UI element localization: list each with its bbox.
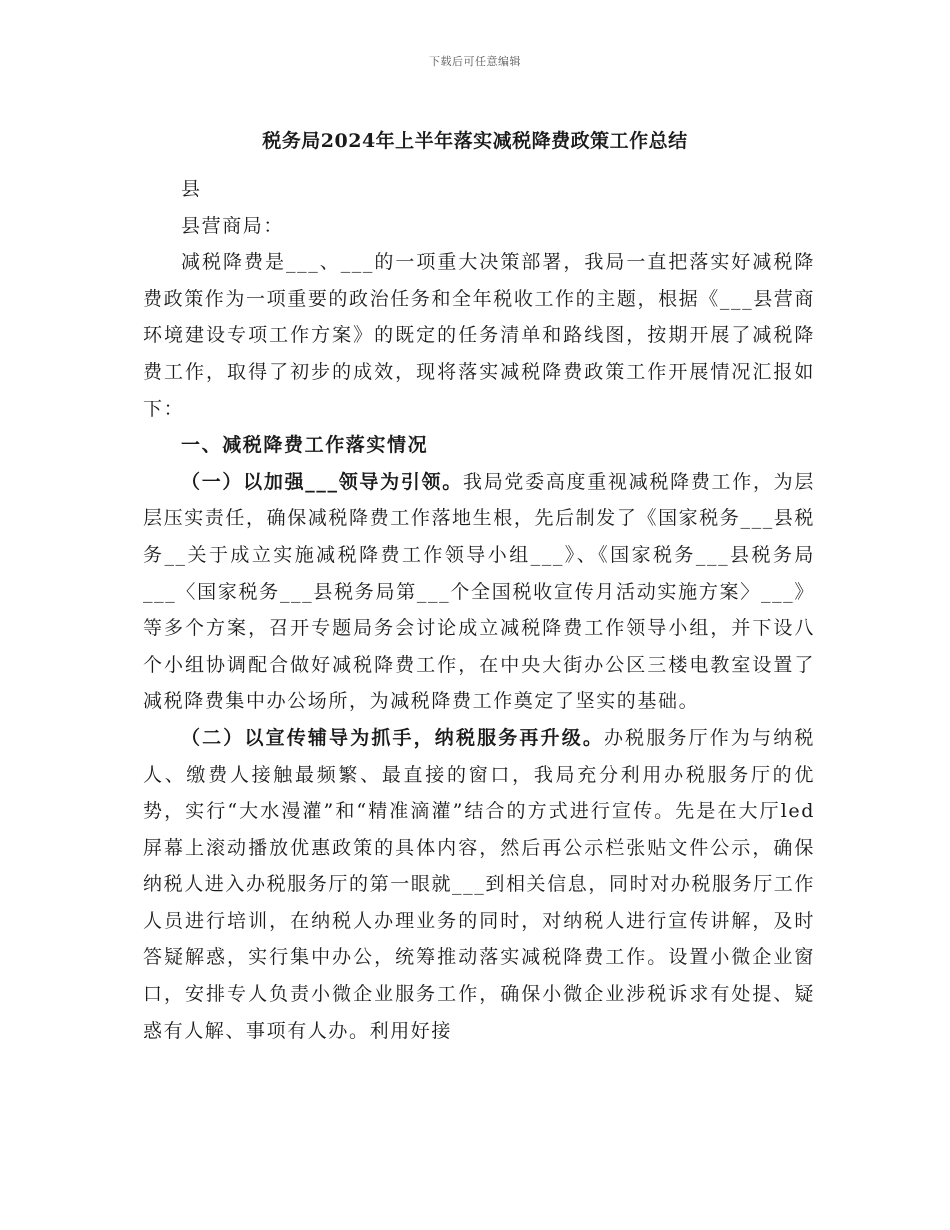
salutation-line-2: 县营商局： [181, 214, 285, 237]
paragraph-2 [143, 720, 815, 1049]
header-note: 下载后可任意编辑 [429, 55, 521, 68]
paragraph-2-lead: （二）以宣传辅导为抓手，纳税服务再升级。 [181, 726, 605, 749]
paragraph-1-lead: （一）以加强___领导为引领。 [181, 470, 463, 493]
section-1-heading: 一、减税降费工作落实情况 [181, 434, 429, 457]
paragraph-2-text: 办税服务厅作为与纳税人、缴费人接触最频繁、最直接的窗口，我局充分利用办税服务厅的优势，实行“大水漫灌”和“精准滴灌”结合的方式进行宣传。先是在大厅led屏幕上滚动播放优惠政策的具体内容，然后再公示栏张贴文件公示，确保纳税人进入办税服务厅的第一眼就___到相关信息，同时对办税服务厅工作人员进行培训，在纳税人办理业务的同时，对纳税人进行宣传讲解，及时答疑解惑，实行集中办公，统筹推动落实减税降费工作。设置小微企业窗口，安排专人负责小微企业服务工作，确保小微企业涉税诉求有处提、疑惑有人解、事项有人办。利用好接 [143, 726, 815, 1042]
paragraph-1 [143, 464, 815, 720]
intro-paragraph: 减税降费是___、___的一项重大决策部署，我局一直把落实好减税降费政策作为一项重要的政治任务和全年税收工作的主题，根据《___县营商环境建设专项工作方案》的既定的任务清单和路线图，按期开展了减税降费工作，取得了初步的成效，现将落实减税降费政策工作开展情况汇报如下： [143, 251, 815, 420]
document-title: 税务局2024年上半年落实减税降费政策工作总结 [262, 130, 688, 152]
document-body [143, 171, 815, 1049]
paragraph-1-text: 我局党委高度重视减税降费工作，为层层压实责任，确保减税降费工作落地生根，先后制发了《国家税务___县税务__关于成立实施减税降费工作领导小组___》、《国家税务___县税务局___〈国家税务___县税务局第___个全国税收宣传月活动实施方案〉___》等多个方案，召开专题局务会讨论成立减税降费工作领导小组，并下设八个小组协调配合做好减税降费工作，在中央大街办公区三楼电教室设置了减税降费集中办公场所，为减税降费工作奠定了坚实的基础。 [143, 470, 815, 713]
salutation-line-1: 县 [181, 178, 202, 200]
